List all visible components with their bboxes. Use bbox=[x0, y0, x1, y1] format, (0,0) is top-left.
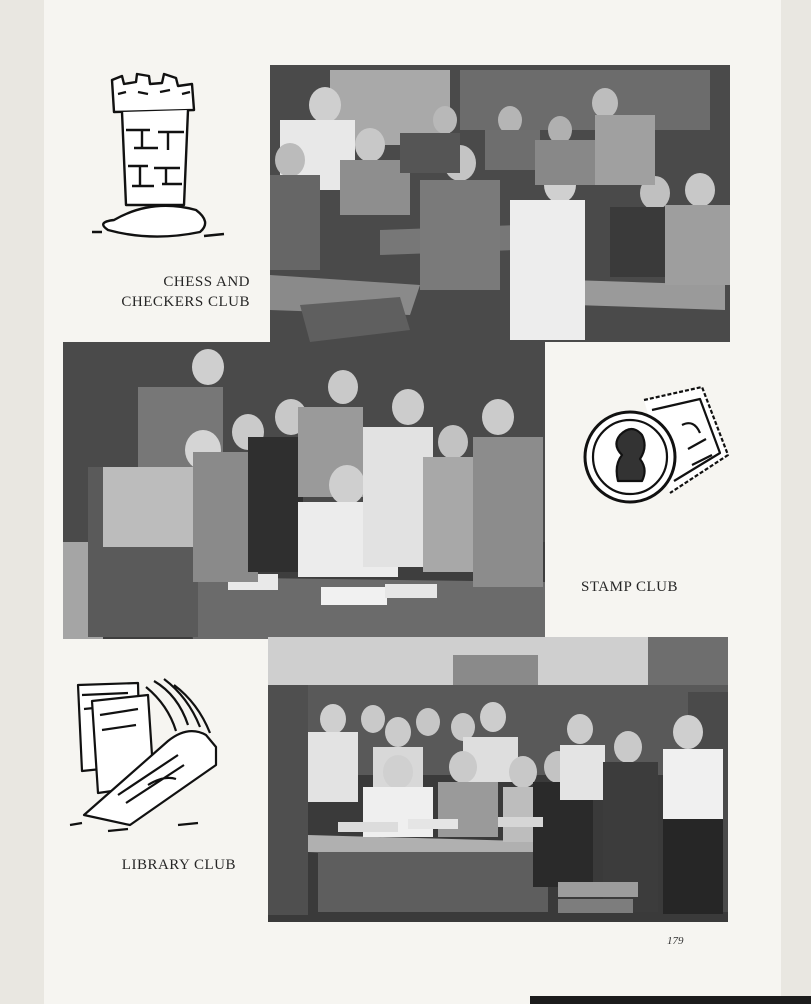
page-number: 179 bbox=[667, 935, 684, 947]
caption-line: LIBRARY CLUB bbox=[121, 857, 236, 873]
caption-line: STAMP CLUB bbox=[580, 579, 678, 595]
caption-line: CHESS AND bbox=[163, 274, 250, 290]
rook-chess-piece-drawing bbox=[92, 70, 227, 245]
caption-line: CHECKERS CLUB bbox=[121, 294, 250, 310]
page-edge bbox=[530, 996, 811, 1004]
chess-club-caption bbox=[60, 272, 250, 312]
library-club-caption bbox=[60, 855, 236, 875]
books-drawing bbox=[68, 675, 223, 835]
chess-club-photo bbox=[270, 65, 730, 342]
stamp-club-caption bbox=[560, 577, 678, 597]
stamp-drawing bbox=[582, 385, 732, 510]
stamp-club-photo bbox=[63, 342, 545, 639]
library-club-photo bbox=[268, 637, 728, 922]
